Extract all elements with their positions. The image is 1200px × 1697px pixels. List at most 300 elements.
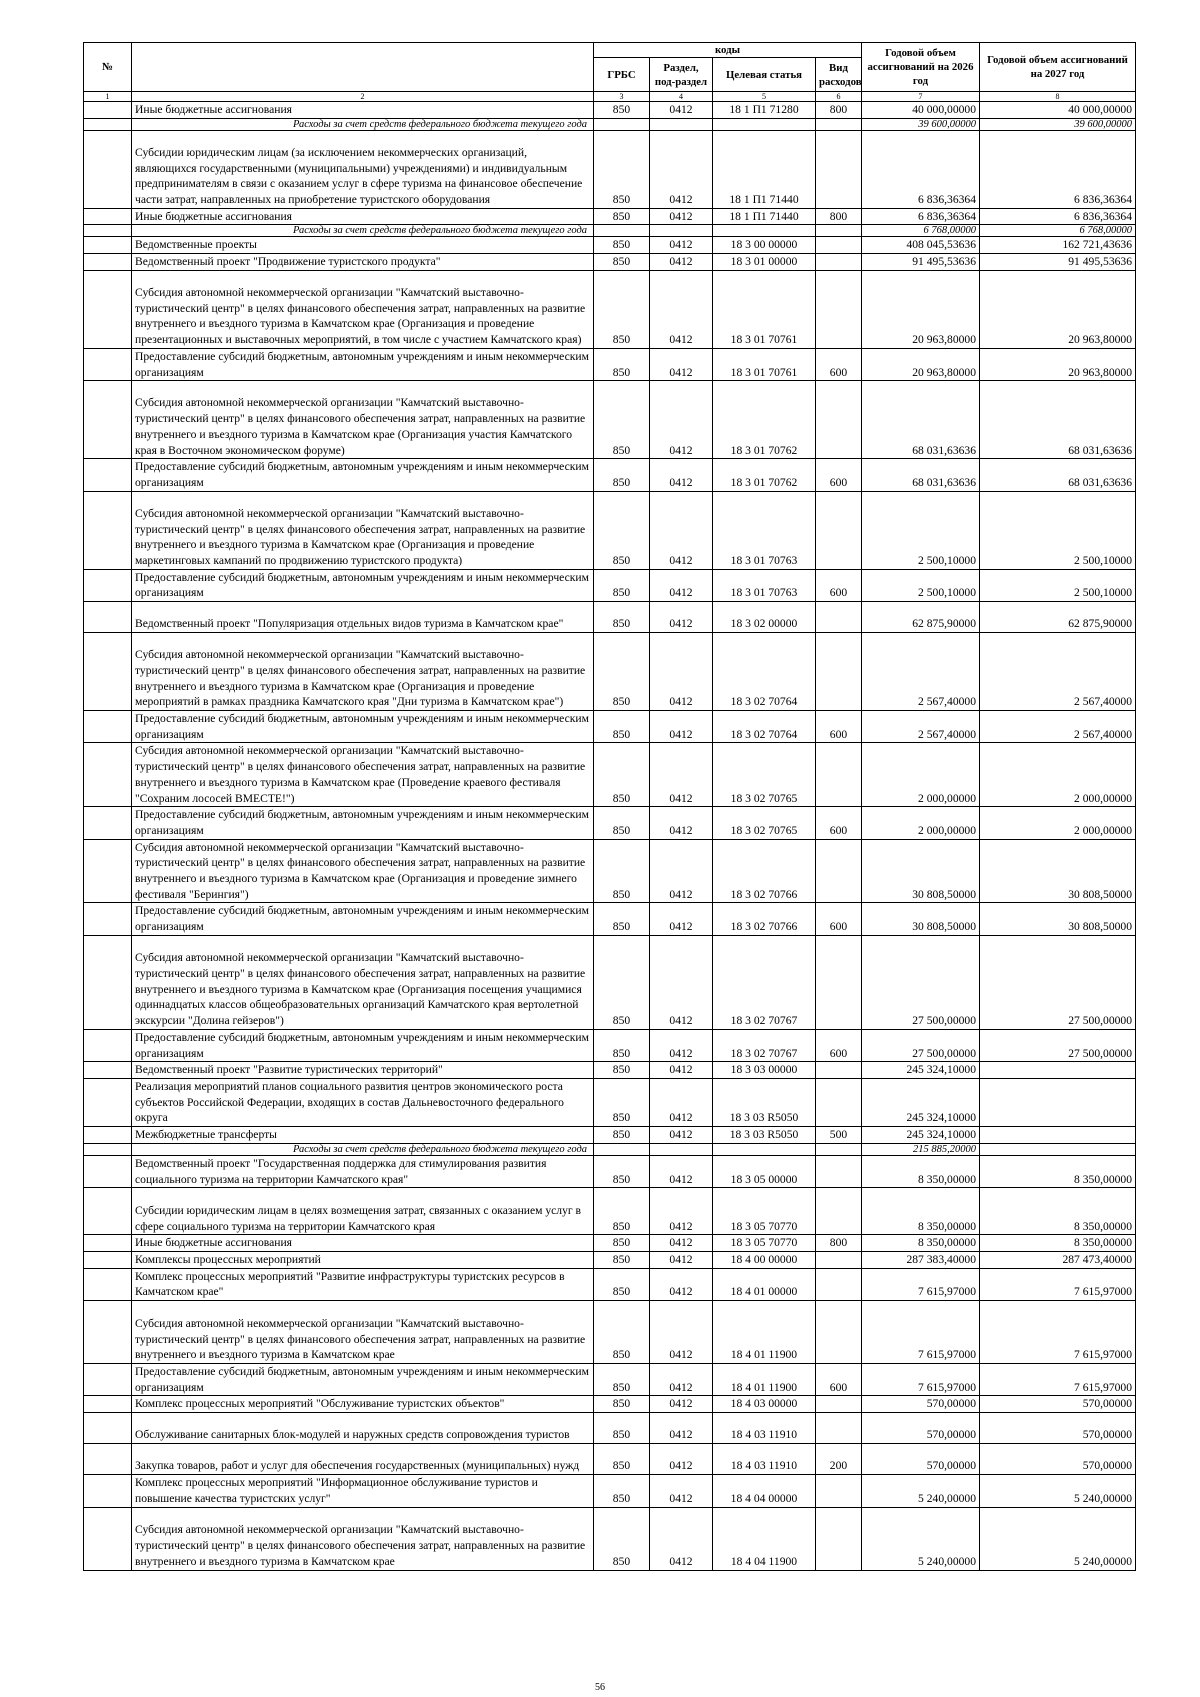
vol2026-cell: 2 000,00000 bbox=[862, 743, 980, 807]
table-row bbox=[84, 1155, 1136, 1187]
section-cell: 0412 bbox=[650, 270, 713, 348]
exp-type-cell: 600 bbox=[816, 807, 862, 839]
name-cell: Предоставление субсидий бюджетным, автономным учреждениям и иным некоммерческим организациям bbox=[132, 1364, 594, 1396]
no-cell bbox=[84, 1396, 132, 1413]
target-cell: 18 3 05 70770 bbox=[713, 1235, 816, 1252]
grbs-cell: 850 bbox=[594, 381, 650, 459]
vol2027-cell: 5 240,00000 bbox=[980, 1475, 1136, 1507]
no-cell bbox=[84, 1155, 132, 1187]
grbs-cell: 850 bbox=[594, 903, 650, 935]
name-cell: Субсидии юридическим лицам (за исключением некоммерческих организаций, являющихся государственными (муниципальными) учреждениями) и индивидуальным предпринимателям в связи с оказанием услуг в сфере туризма на финансовое обеспечение части затрат, направленных на приобретение туристского оборудования bbox=[132, 130, 594, 208]
name-cell: Предоставление субсидий бюджетным, автономным учреждениям и иным некоммерческим организациям bbox=[132, 807, 594, 839]
name-cell: Иные бюджетные ассигнования bbox=[132, 102, 594, 119]
index-cell: 4 bbox=[650, 92, 713, 102]
section-cell: 0412 bbox=[650, 1062, 713, 1079]
section-cell: 0412 bbox=[650, 1235, 713, 1252]
grbs-cell bbox=[594, 225, 650, 237]
exp-type-cell: 600 bbox=[816, 1364, 862, 1396]
grbs-cell: 850 bbox=[594, 1507, 650, 1570]
section-cell: 0412 bbox=[650, 1301, 713, 1364]
target-cell: 18 4 03 11910 bbox=[713, 1444, 816, 1475]
table-row bbox=[84, 1444, 1136, 1475]
grbs-cell: 850 bbox=[594, 270, 650, 348]
vol2026-cell: 39 600,00000 bbox=[862, 118, 980, 130]
page-number: 56 bbox=[595, 1682, 605, 1693]
section-cell: 0412 bbox=[650, 1268, 713, 1300]
exp-type-cell bbox=[816, 237, 862, 254]
no-cell bbox=[84, 254, 132, 271]
exp-type-cell: 800 bbox=[816, 102, 862, 119]
grbs-cell: 850 bbox=[594, 1301, 650, 1364]
index-cell: 3 bbox=[594, 92, 650, 102]
vol2027-cell: 6 836,36364 bbox=[980, 208, 1136, 225]
vol2026-cell: 5 240,00000 bbox=[862, 1507, 980, 1570]
section-cell: 0412 bbox=[650, 1155, 713, 1187]
name-cell: Субсидия автономной некоммерческой организации "Камчатский выставочно-туристический центр" в целях финансового обеспечения затрат, направленных на развитие внутреннего и въездного туризма в Камчатском крае bbox=[132, 1301, 594, 1364]
budget-table bbox=[83, 42, 1136, 1571]
name-cell: Расходы за счет средств федерального бюджета текущего года bbox=[132, 225, 594, 237]
no-cell bbox=[84, 118, 132, 130]
table-row bbox=[84, 459, 1136, 491]
section-cell: 0412 bbox=[650, 1396, 713, 1413]
name-cell: Иные бюджетные ассигнования bbox=[132, 208, 594, 225]
section-cell: 0412 bbox=[650, 839, 713, 903]
vol2026-cell: 408 045,53636 bbox=[862, 237, 980, 254]
vol2026-cell: 8 350,00000 bbox=[862, 1235, 980, 1252]
header-codes: коды bbox=[594, 43, 862, 58]
no-cell bbox=[84, 839, 132, 903]
target-cell: 18 3 02 70767 bbox=[713, 935, 816, 1029]
name-cell: Ведомственный проект "Государственная поддержка для стимулирования развития социального туризма на территории Камчатского края" bbox=[132, 1155, 594, 1187]
vol2027-cell: 20 963,80000 bbox=[980, 348, 1136, 380]
vol2027-cell: 2 500,10000 bbox=[980, 491, 1136, 569]
grbs-cell: 850 bbox=[594, 1444, 650, 1475]
vol2026-cell: 287 383,40000 bbox=[862, 1251, 980, 1268]
vol2026-cell: 215 885,20000 bbox=[862, 1143, 980, 1155]
table-row bbox=[84, 491, 1136, 569]
table-row bbox=[84, 102, 1136, 119]
grbs-cell: 850 bbox=[594, 491, 650, 569]
exp-type-cell bbox=[816, 381, 862, 459]
no-cell bbox=[84, 1251, 132, 1268]
vol2027-cell: 6 768,00000 bbox=[980, 225, 1136, 237]
table-row bbox=[84, 569, 1136, 601]
vol2026-cell: 27 500,00000 bbox=[862, 1029, 980, 1061]
vol2026-cell: 40 000,00000 bbox=[862, 102, 980, 119]
no-cell bbox=[84, 711, 132, 743]
vol2026-cell: 62 875,90000 bbox=[862, 602, 980, 633]
exp-type-cell bbox=[816, 1507, 862, 1570]
grbs-cell: 850 bbox=[594, 208, 650, 225]
section-cell: 0412 bbox=[650, 807, 713, 839]
vol2026-cell: 570,00000 bbox=[862, 1396, 980, 1413]
table-row bbox=[84, 254, 1136, 271]
grbs-cell: 850 bbox=[594, 102, 650, 119]
name-cell: Комплекс процессных мероприятий "Обслуживание туристских объектов" bbox=[132, 1396, 594, 1413]
vol2027-cell: 20 963,80000 bbox=[980, 270, 1136, 348]
section-cell bbox=[650, 225, 713, 237]
target-cell: 18 3 02 70767 bbox=[713, 1029, 816, 1061]
table-row bbox=[84, 270, 1136, 348]
vol2026-cell: 8 350,00000 bbox=[862, 1155, 980, 1187]
name-cell: Ведомственный проект "Продвижение туристского продукта" bbox=[132, 254, 594, 271]
grbs-cell bbox=[594, 118, 650, 130]
name-cell: Расходы за счет средств федерального бюджета текущего года bbox=[132, 1143, 594, 1155]
exp-type-cell bbox=[816, 1062, 862, 1079]
vol2027-cell: 68 031,63636 bbox=[980, 459, 1136, 491]
exp-type-cell: 800 bbox=[816, 1235, 862, 1252]
target-cell: 18 3 02 70766 bbox=[713, 839, 816, 903]
no-cell bbox=[84, 903, 132, 935]
no-cell bbox=[84, 270, 132, 348]
table-row bbox=[84, 1127, 1136, 1144]
no-cell bbox=[84, 348, 132, 380]
section-cell: 0412 bbox=[650, 1507, 713, 1570]
exp-type-cell bbox=[816, 1188, 862, 1235]
vol2026-cell: 6 836,36364 bbox=[862, 130, 980, 208]
no-cell bbox=[84, 1301, 132, 1364]
grbs-cell: 850 bbox=[594, 1396, 650, 1413]
vol2027-cell: 91 495,53636 bbox=[980, 254, 1136, 271]
name-cell: Реализация мероприятий планов социального развития центров экономического роста субъектов Российской Федерации, входящих в состав Дальневосточного федерального округа bbox=[132, 1078, 594, 1126]
vol2026-cell: 8 350,00000 bbox=[862, 1188, 980, 1235]
exp-type-cell: 600 bbox=[816, 569, 862, 601]
grbs-cell: 850 bbox=[594, 1078, 650, 1126]
no-cell bbox=[84, 1235, 132, 1252]
target-cell bbox=[713, 1143, 816, 1155]
table-row bbox=[84, 1235, 1136, 1252]
table-row bbox=[84, 1475, 1136, 1507]
section-cell: 0412 bbox=[650, 1188, 713, 1235]
vol2026-cell: 30 808,50000 bbox=[862, 839, 980, 903]
grbs-cell: 850 bbox=[594, 459, 650, 491]
vol2026-cell: 20 963,80000 bbox=[862, 270, 980, 348]
exp-type-cell bbox=[816, 1396, 862, 1413]
exp-type-cell bbox=[816, 839, 862, 903]
table-row bbox=[84, 633, 1136, 711]
table-row bbox=[84, 807, 1136, 839]
vol2026-cell: 5 240,00000 bbox=[862, 1475, 980, 1507]
section-cell: 0412 bbox=[650, 743, 713, 807]
budget-document bbox=[83, 42, 1135, 1571]
name-cell: Предоставление субсидий бюджетным, автономным учреждениям и иным некоммерческим организациям bbox=[132, 711, 594, 743]
exp-type-cell bbox=[816, 633, 862, 711]
no-cell bbox=[84, 237, 132, 254]
exp-type-cell bbox=[816, 1078, 862, 1126]
vol2026-cell: 2 500,10000 bbox=[862, 569, 980, 601]
grbs-cell: 850 bbox=[594, 1235, 650, 1252]
grbs-cell: 850 bbox=[594, 254, 650, 271]
vol2026-cell: 2 000,00000 bbox=[862, 807, 980, 839]
target-cell: 18 3 00 00000 bbox=[713, 237, 816, 254]
section-cell: 0412 bbox=[650, 1475, 713, 1507]
name-cell: Субсидия автономной некоммерческой организации "Камчатский выставочно-туристический центр" в целях финансового обеспечения затрат, направленных на развитие внутреннего и въездного туризма в Камчатском крае (Организация участия Камчатского края в Восточном экономическом форуме) bbox=[132, 381, 594, 459]
section-cell: 0412 bbox=[650, 1444, 713, 1475]
table-row bbox=[84, 935, 1136, 1029]
vol2026-cell: 570,00000 bbox=[862, 1444, 980, 1475]
exp-type-cell: 200 bbox=[816, 1444, 862, 1475]
exp-type-cell bbox=[816, 1475, 862, 1507]
vol2026-cell: 68 031,63636 bbox=[862, 459, 980, 491]
vol2027-cell: 7 615,97000 bbox=[980, 1268, 1136, 1300]
no-cell bbox=[84, 102, 132, 119]
target-cell: 18 1 П1 71280 bbox=[713, 102, 816, 119]
vol2026-cell: 20 963,80000 bbox=[862, 348, 980, 380]
vol2027-cell: 6 836,36364 bbox=[980, 130, 1136, 208]
vol2026-cell: 30 808,50000 bbox=[862, 903, 980, 935]
vol2027-cell: 30 808,50000 bbox=[980, 839, 1136, 903]
target-cell: 18 3 01 70763 bbox=[713, 491, 816, 569]
vol2026-cell: 7 615,97000 bbox=[862, 1301, 980, 1364]
vol2027-cell: 40 000,00000 bbox=[980, 102, 1136, 119]
section-cell: 0412 bbox=[650, 381, 713, 459]
target-cell: 18 3 02 70764 bbox=[713, 633, 816, 711]
grbs-cell: 850 bbox=[594, 1475, 650, 1507]
table-row bbox=[84, 1301, 1136, 1364]
vol2026-cell: 245 324,10000 bbox=[862, 1062, 980, 1079]
federal-funds-row bbox=[84, 118, 1136, 130]
exp-type-cell bbox=[816, 1251, 862, 1268]
section-cell: 0412 bbox=[650, 130, 713, 208]
no-cell bbox=[84, 1413, 132, 1444]
no-cell bbox=[84, 1078, 132, 1126]
section-cell: 0412 bbox=[650, 459, 713, 491]
header-exp-type: Вид расходов bbox=[816, 58, 862, 92]
grbs-cell: 850 bbox=[594, 1127, 650, 1144]
vol2027-cell: 2 567,40000 bbox=[980, 633, 1136, 711]
vol2027-cell: 2 000,00000 bbox=[980, 743, 1136, 807]
exp-type-cell bbox=[816, 130, 862, 208]
name-cell: Предоставление субсидий бюджетным, автономным учреждениям и иным некоммерческим организациям bbox=[132, 348, 594, 380]
vol2027-cell: 8 350,00000 bbox=[980, 1155, 1136, 1187]
table-row bbox=[84, 1413, 1136, 1444]
index-cell: 2 bbox=[132, 92, 594, 102]
vol2027-cell: 2 500,10000 bbox=[980, 569, 1136, 601]
target-cell: 18 4 03 11910 bbox=[713, 1413, 816, 1444]
exp-type-cell: 600 bbox=[816, 348, 862, 380]
section-cell: 0412 bbox=[650, 102, 713, 119]
vol2027-cell bbox=[980, 1078, 1136, 1126]
header-vol2026: Годовой объем ассигнований на 2026 год bbox=[862, 43, 980, 92]
exp-type-cell: 600 bbox=[816, 903, 862, 935]
table-row bbox=[84, 348, 1136, 380]
index-cell: 1 bbox=[84, 92, 132, 102]
exp-type-cell bbox=[816, 1155, 862, 1187]
table-row bbox=[84, 903, 1136, 935]
no-cell bbox=[84, 459, 132, 491]
target-cell: 18 3 03 R5050 bbox=[713, 1127, 816, 1144]
section-cell: 0412 bbox=[650, 1413, 713, 1444]
name-cell: Субсидия автономной некоммерческой организации "Камчатский выставочно-туристический центр" в целях финансового обеспечения затрат, направленных на развитие внутреннего и въездного туризма в Камчатском крае (Организация и проведение маркетинговых кампаний по продвижению туристского продукта) bbox=[132, 491, 594, 569]
grbs-cell: 850 bbox=[594, 1251, 650, 1268]
grbs-cell: 850 bbox=[594, 743, 650, 807]
no-cell bbox=[84, 1475, 132, 1507]
section-cell: 0412 bbox=[650, 903, 713, 935]
vol2027-cell: 8 350,00000 bbox=[980, 1235, 1136, 1252]
exp-type-cell bbox=[816, 270, 862, 348]
index-cell: 5 bbox=[713, 92, 816, 102]
no-cell bbox=[84, 602, 132, 633]
name-cell: Предоставление субсидий бюджетным, автономным учреждениям и иным некоммерческим организациям bbox=[132, 1029, 594, 1061]
table-row bbox=[84, 839, 1136, 903]
no-cell bbox=[84, 1143, 132, 1155]
name-cell: Субсидия автономной некоммерческой организации "Камчатский выставочно-туристический центр" в целях финансового обеспечения затрат, направленных на развитие внутреннего и въездного туризма в Камчатском крае (Организация и проведение зимнего фестиваля "Берингия") bbox=[132, 839, 594, 903]
vol2027-cell: 5 240,00000 bbox=[980, 1507, 1136, 1570]
target-cell: 18 4 03 00000 bbox=[713, 1396, 816, 1413]
exp-type-cell bbox=[816, 1413, 862, 1444]
no-cell bbox=[84, 1268, 132, 1300]
section-cell: 0412 bbox=[650, 208, 713, 225]
name-cell: Предоставление субсидий бюджетным, автономным учреждениям и иным некоммерческим организациям bbox=[132, 903, 594, 935]
grbs-cell: 850 bbox=[594, 633, 650, 711]
index-cell: 6 bbox=[816, 92, 862, 102]
grbs-cell: 850 bbox=[594, 1188, 650, 1235]
grbs-cell bbox=[594, 1143, 650, 1155]
target-cell: 18 3 05 00000 bbox=[713, 1155, 816, 1187]
table-body bbox=[84, 102, 1136, 1571]
name-cell: Ведомственные проекты bbox=[132, 237, 594, 254]
name-cell: Ведомственный проект "Развитие туристических территорий" bbox=[132, 1062, 594, 1079]
vol2027-cell: 570,00000 bbox=[980, 1413, 1136, 1444]
grbs-cell: 850 bbox=[594, 839, 650, 903]
target-cell: 18 4 00 00000 bbox=[713, 1251, 816, 1268]
vol2026-cell: 7 615,97000 bbox=[862, 1268, 980, 1300]
target-cell: 18 3 02 70765 bbox=[713, 807, 816, 839]
no-cell bbox=[84, 1029, 132, 1061]
exp-type-cell bbox=[816, 1143, 862, 1155]
table-row bbox=[84, 1029, 1136, 1061]
table-row bbox=[84, 743, 1136, 807]
table-row bbox=[84, 1396, 1136, 1413]
header-target: Целевая статья bbox=[713, 58, 816, 92]
section-cell bbox=[650, 118, 713, 130]
vol2026-cell: 2 500,10000 bbox=[862, 491, 980, 569]
table-row bbox=[84, 130, 1136, 208]
exp-type-cell: 500 bbox=[816, 1127, 862, 1144]
target-cell: 18 3 02 70766 bbox=[713, 903, 816, 935]
target-cell: 18 3 01 70761 bbox=[713, 348, 816, 380]
name-cell: Предоставление субсидий бюджетным, автономным учреждениям и иным некоммерческим организациям bbox=[132, 459, 594, 491]
header-grbs: ГРБС bbox=[594, 58, 650, 92]
vol2026-cell: 27 500,00000 bbox=[862, 935, 980, 1029]
name-cell: Комплекс процессных мероприятий "Развитие инфраструктуры туристских ресурсов в Камчатском крае" bbox=[132, 1268, 594, 1300]
section-cell: 0412 bbox=[650, 633, 713, 711]
target-cell: 18 3 01 70763 bbox=[713, 569, 816, 601]
vol2026-cell: 6 836,36364 bbox=[862, 208, 980, 225]
grbs-cell: 850 bbox=[594, 711, 650, 743]
target-cell: 18 3 05 70770 bbox=[713, 1188, 816, 1235]
target-cell: 18 4 04 11900 bbox=[713, 1507, 816, 1570]
grbs-cell: 850 bbox=[594, 1364, 650, 1396]
vol2027-cell: 27 500,00000 bbox=[980, 935, 1136, 1029]
name-cell: Обслуживание санитарных блок-модулей и наружных средств сопровождения туристов bbox=[132, 1413, 594, 1444]
vol2027-cell: 2 000,00000 bbox=[980, 807, 1136, 839]
no-cell bbox=[84, 225, 132, 237]
exp-type-cell: 600 bbox=[816, 1029, 862, 1061]
section-cell bbox=[650, 1143, 713, 1155]
target-cell: 18 1 П1 71440 bbox=[713, 208, 816, 225]
name-cell: Ведомственный проект "Популяризация отдельных видов туризма в Камчатском крае" bbox=[132, 602, 594, 633]
exp-type-cell bbox=[816, 935, 862, 1029]
no-cell bbox=[84, 569, 132, 601]
name-cell: Расходы за счет средств федерального бюджета текущего года bbox=[132, 118, 594, 130]
section-cell: 0412 bbox=[650, 1127, 713, 1144]
table-row bbox=[84, 1507, 1136, 1570]
exp-type-cell: 800 bbox=[816, 208, 862, 225]
grbs-cell: 850 bbox=[594, 237, 650, 254]
target-cell: 18 3 01 00000 bbox=[713, 254, 816, 271]
table-row bbox=[84, 237, 1136, 254]
table-row bbox=[84, 711, 1136, 743]
exp-type-cell bbox=[816, 1268, 862, 1300]
table-row bbox=[84, 1078, 1136, 1126]
grbs-cell: 850 bbox=[594, 1062, 650, 1079]
exp-type-cell bbox=[816, 1301, 862, 1364]
vol2027-cell: 7 615,97000 bbox=[980, 1301, 1136, 1364]
grbs-cell: 850 bbox=[594, 1413, 650, 1444]
table-row bbox=[84, 1364, 1136, 1396]
vol2027-cell: 27 500,00000 bbox=[980, 1029, 1136, 1061]
target-cell: 18 3 03 R5050 bbox=[713, 1078, 816, 1126]
table-row bbox=[84, 381, 1136, 459]
index-cell: 8 bbox=[980, 92, 1136, 102]
exp-type-cell bbox=[816, 491, 862, 569]
exp-type-cell bbox=[816, 225, 862, 237]
grbs-cell: 850 bbox=[594, 130, 650, 208]
section-cell: 0412 bbox=[650, 569, 713, 601]
no-cell bbox=[84, 1364, 132, 1396]
name-cell: Субсидия автономной некоммерческой организации "Камчатский выставочно-туристический центр" в целях финансового обеспечения затрат, направленных на развитие внутреннего и въездного туризма в Камчатском крае bbox=[132, 1507, 594, 1570]
grbs-cell: 850 bbox=[594, 807, 650, 839]
vol2026-cell: 570,00000 bbox=[862, 1413, 980, 1444]
exp-type-cell: 600 bbox=[816, 459, 862, 491]
grbs-cell: 850 bbox=[594, 602, 650, 633]
target-cell: 18 3 02 70764 bbox=[713, 711, 816, 743]
section-cell: 0412 bbox=[650, 254, 713, 271]
grbs-cell: 850 bbox=[594, 569, 650, 601]
target-cell: 18 4 04 00000 bbox=[713, 1475, 816, 1507]
vol2027-cell: 287 473,40000 bbox=[980, 1251, 1136, 1268]
vol2026-cell: 68 031,63636 bbox=[862, 381, 980, 459]
section-cell: 0412 bbox=[650, 711, 713, 743]
no-cell bbox=[84, 743, 132, 807]
target-cell: 18 4 01 00000 bbox=[713, 1268, 816, 1300]
no-cell bbox=[84, 1127, 132, 1144]
header-vol2027: Годовой объем ассигнований на 2027 год bbox=[980, 43, 1136, 92]
vol2026-cell: 7 615,97000 bbox=[862, 1364, 980, 1396]
no-cell bbox=[84, 130, 132, 208]
table-row bbox=[84, 1251, 1136, 1268]
name-cell: Субсидии юридическим лицам в целях возмещения затрат, связанных с оказанием услуг в сфере социального туризма на территории Камчатского края bbox=[132, 1188, 594, 1235]
section-cell: 0412 bbox=[650, 1364, 713, 1396]
section-cell: 0412 bbox=[650, 237, 713, 254]
vol2027-cell: 162 721,43636 bbox=[980, 237, 1136, 254]
header-section: Раздел, под-раздел bbox=[650, 58, 713, 92]
table-row bbox=[84, 1062, 1136, 1079]
vol2027-cell bbox=[980, 1143, 1136, 1155]
vol2027-cell: 2 567,40000 bbox=[980, 711, 1136, 743]
no-cell bbox=[84, 633, 132, 711]
section-cell: 0412 bbox=[650, 1078, 713, 1126]
target-cell: 18 4 01 11900 bbox=[713, 1301, 816, 1364]
federal-funds-row bbox=[84, 225, 1136, 237]
no-cell bbox=[84, 208, 132, 225]
target-cell: 18 3 02 70765 bbox=[713, 743, 816, 807]
target-cell: 18 3 01 70761 bbox=[713, 270, 816, 348]
table-row bbox=[84, 208, 1136, 225]
name-cell: Предоставление субсидий бюджетным, автономным учреждениям и иным некоммерческим организациям bbox=[132, 569, 594, 601]
vol2027-cell: 30 808,50000 bbox=[980, 903, 1136, 935]
